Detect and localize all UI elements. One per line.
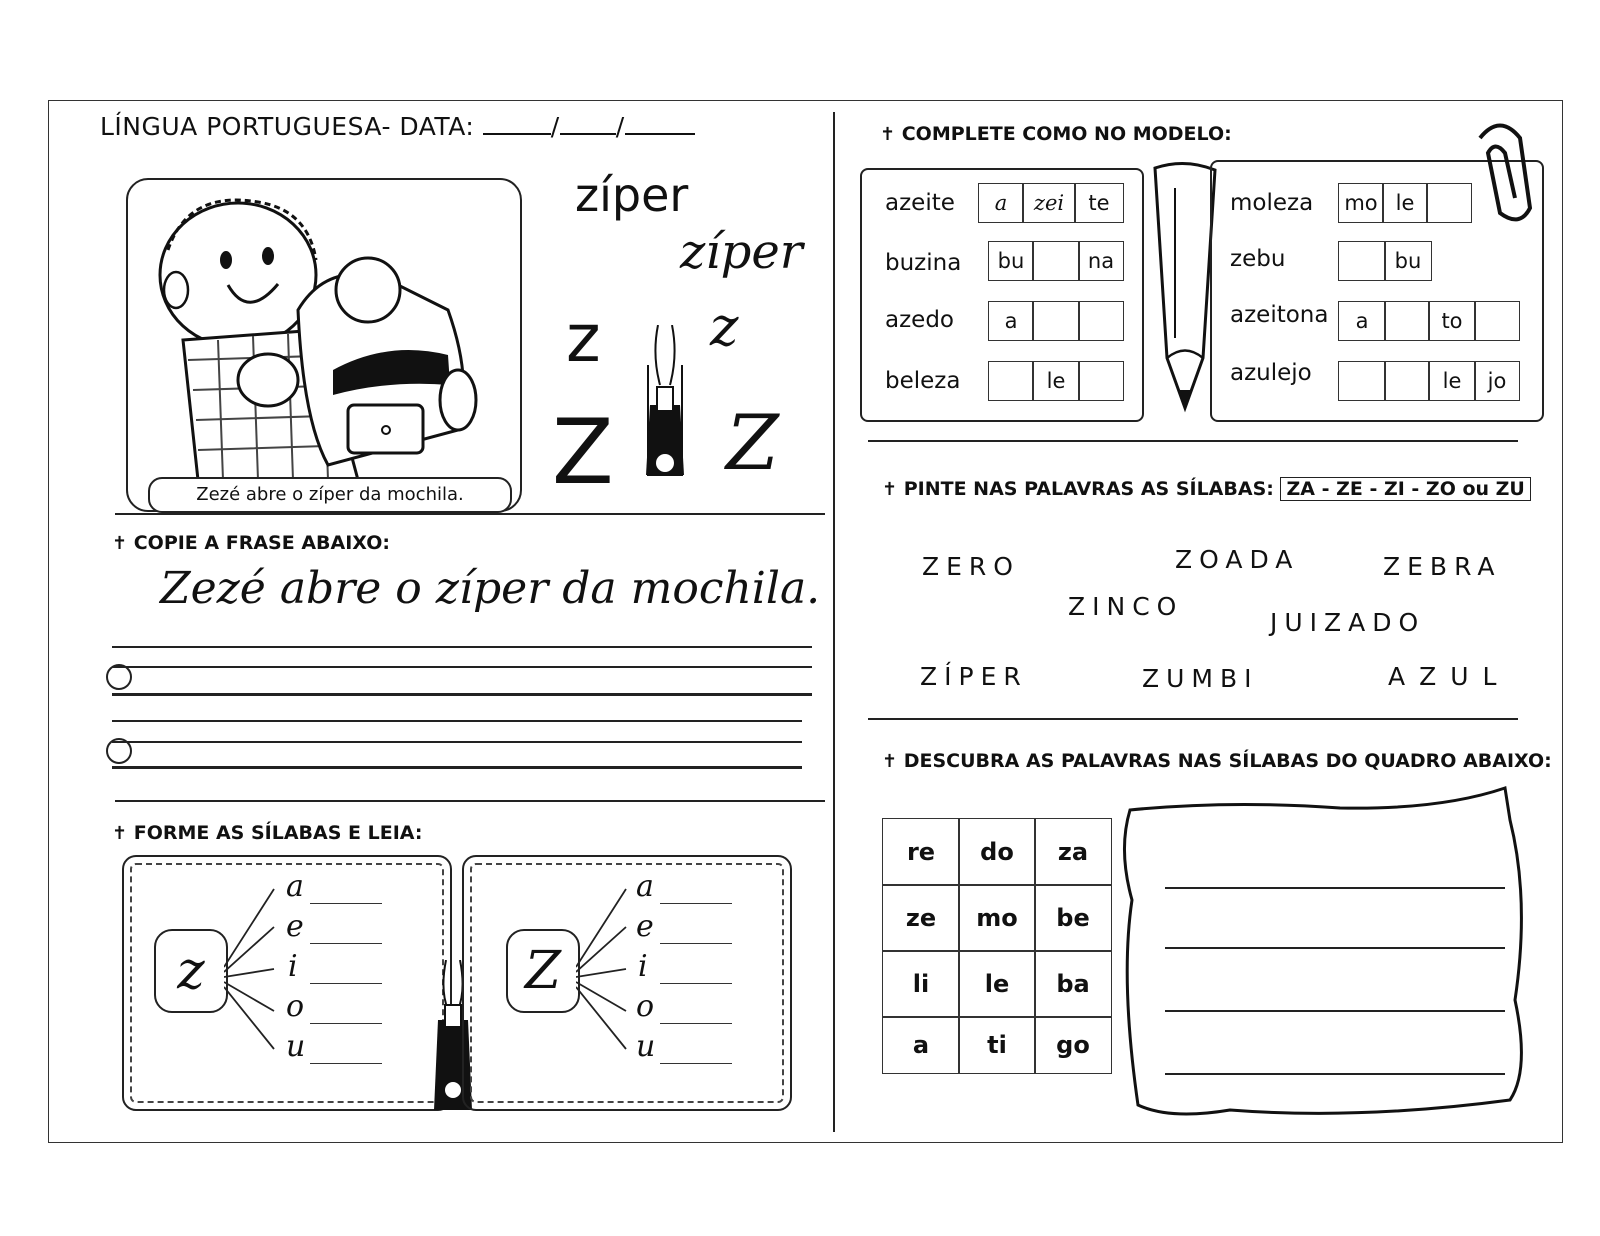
vowel-a: a [636,869,654,904]
syllable-box-lowercase [122,855,452,1111]
word-label: azulejo [1230,360,1312,386]
paint-word[interactable]: ZEBRA [1383,552,1502,581]
answer-line[interactable] [1165,947,1505,949]
answer-blank[interactable] [310,983,382,984]
syllable-cell[interactable] [1474,301,1520,341]
grid-cell: le [958,950,1036,1018]
date-year-blank[interactable] [625,113,695,135]
grid-cell: be [1034,884,1112,952]
complete-heading: ✝ COMPLETE COMO NO MODELO: [880,123,1232,145]
section-divider [868,718,1518,720]
date-separator: / [615,112,625,141]
vowel-e: e [286,909,304,944]
line-start-marker [106,738,132,764]
syllable-cell[interactable] [1032,301,1080,341]
word-label: zebu [1230,246,1286,272]
syllable-cell[interactable] [1078,361,1124,401]
paint-word[interactable]: AZUL [1388,662,1511,691]
syllable-cell[interactable]: to [1428,301,1476,341]
writing-line[interactable] [112,646,812,648]
answer-blank[interactable] [310,1023,382,1024]
column-divider [833,112,835,1132]
bullet-icon: ✝ [882,479,898,500]
answer-blank[interactable] [310,943,382,944]
answer-line[interactable] [1165,1073,1505,1075]
paint-heading: ✝ PINTE NAS PALAVRAS AS SÍLABAS: ZA - ZE - ZI - ZO ou ZU [882,478,1531,500]
date-month-blank[interactable] [560,113,616,135]
syllables-box: ZA - ZE - ZI - ZO ou ZU [1280,477,1530,501]
bullet-icon: ✝ [882,751,898,772]
paint-word[interactable]: ZÍPER [920,662,1028,691]
section-divider [868,440,1518,442]
grid-cell: li [882,950,960,1018]
vowel-u: u [286,1029,306,1064]
bullet-icon: ✝ [880,124,896,145]
syllable-cell[interactable]: jo [1474,361,1520,401]
syllable-cell[interactable]: le [1428,361,1476,401]
syllable-cell[interactable] [1338,361,1386,401]
paperclip-icon [1460,118,1540,228]
grid-cell: ti [958,1016,1036,1074]
answer-blank[interactable] [660,1063,732,1064]
word-label: azeite [885,190,955,216]
letter-z-uppercase: Z [552,400,614,505]
zipper-illustration [640,325,690,485]
answer-blank[interactable] [660,903,732,904]
syllable-cell[interactable] [1384,301,1430,341]
answer-line[interactable] [1165,887,1505,889]
answer-blank[interactable] [660,983,732,984]
word-label: azeitona [1230,302,1329,328]
answer-blank[interactable] [660,1023,732,1024]
answer-blank[interactable] [310,903,382,904]
page-title: LÍNGUA PORTUGUESA- DATA: / / [100,112,695,141]
letter-z-cursive-lowercase: z [710,295,739,358]
writing-line[interactable] [112,766,802,769]
syllable-cell[interactable] [1032,241,1080,281]
syllable-cell[interactable]: le [1382,183,1428,223]
connector-lines [224,877,284,1057]
syllable-cell[interactable]: a [988,301,1034,341]
syllable-cell[interactable]: bu [988,241,1034,281]
copy-heading: ✝ COPIE A FRASE ABAIXO: [112,532,390,554]
discover-heading: ✝ DESCUBRA AS PALAVRAS NAS SÍLABAS DO QUADRO ABAIXO: [882,750,1552,772]
grid-cell: ze [882,884,960,952]
root-letter: z [154,929,228,1013]
writing-line[interactable] [112,741,802,743]
grid-cell: re [882,818,960,886]
syllable-box-uppercase [462,855,792,1111]
vowel-e: e [636,909,654,944]
writing-line[interactable] [112,720,802,722]
grid-cell: ba [1034,950,1112,1018]
vowel-u: u [636,1029,656,1064]
form-heading: ✝ FORME AS SÍLABAS E LEIA: [112,822,423,844]
connector-lines [576,877,636,1057]
word-label: buzina [885,250,962,276]
letter-z-cursive-uppercase: Z [726,398,779,487]
writing-line[interactable] [112,666,812,668]
syllable-cell[interactable] [1078,301,1124,341]
syllable-cell[interactable]: a [978,183,1024,223]
syllable-cell[interactable] [1384,361,1430,401]
word-label: moleza [1230,190,1314,216]
writing-line[interactable] [112,693,812,696]
answer-line[interactable] [1165,1010,1505,1012]
grid-cell: do [958,818,1036,886]
bullet-icon: ✝ [112,823,128,844]
syllable-cell[interactable]: zei [1022,183,1076,223]
illustration-box [126,178,522,512]
bullet-icon: ✝ [112,533,128,554]
paint-word[interactable]: ZERO [922,552,1020,581]
vowel-a: a [286,869,304,904]
paint-word[interactable]: ZOADA [1175,545,1300,574]
word-printed: zíper [575,168,689,222]
answer-blank[interactable] [660,943,732,944]
boy-backpack-illustration [128,180,520,510]
vowel-i: i [638,949,648,984]
grid-cell: a [882,1016,960,1074]
word-label: beleza [885,368,961,394]
letter-z-lowercase: z [566,300,601,377]
paint-word[interactable]: ZUMBI [1142,664,1259,693]
syllable-cell[interactable]: le [1032,361,1080,401]
syllable-cell[interactable]: mo [1338,183,1384,223]
root-letter: Z [506,929,580,1013]
section-divider [115,800,825,802]
section-divider [115,513,825,515]
vowel-o: o [636,989,655,1024]
line-start-marker [106,664,132,690]
syllable-cell[interactable] [1338,241,1386,281]
syllable-cell[interactable]: na [1078,241,1124,281]
syllable-cell[interactable] [988,361,1034,401]
illustration-caption: Zezé abre o zíper da mochila. [148,477,512,513]
grid-cell: za [1034,818,1112,886]
syllable-cell[interactable]: bu [1384,241,1432,281]
paint-word[interactable]: ZINCO [1068,592,1184,621]
vowel-i: i [288,949,298,984]
vowel-o: o [286,989,305,1024]
grid-cell: go [1034,1016,1112,1074]
date-separator: / [550,112,560,141]
copy-model-phrase: Zezé abre o zíper da mochila. [160,563,821,614]
grid-cell: mo [958,884,1036,952]
syllable-cell[interactable]: a [1338,301,1386,341]
paint-word[interactable]: JUIZADO [1270,608,1426,637]
word-label: azedo [885,307,954,333]
syllable-cell[interactable]: te [1074,183,1124,223]
word-cursive: zíper [680,224,803,280]
answer-blank[interactable] [310,1063,382,1064]
syllable-cell[interactable] [1426,183,1472,223]
date-day-blank[interactable] [483,113,551,135]
